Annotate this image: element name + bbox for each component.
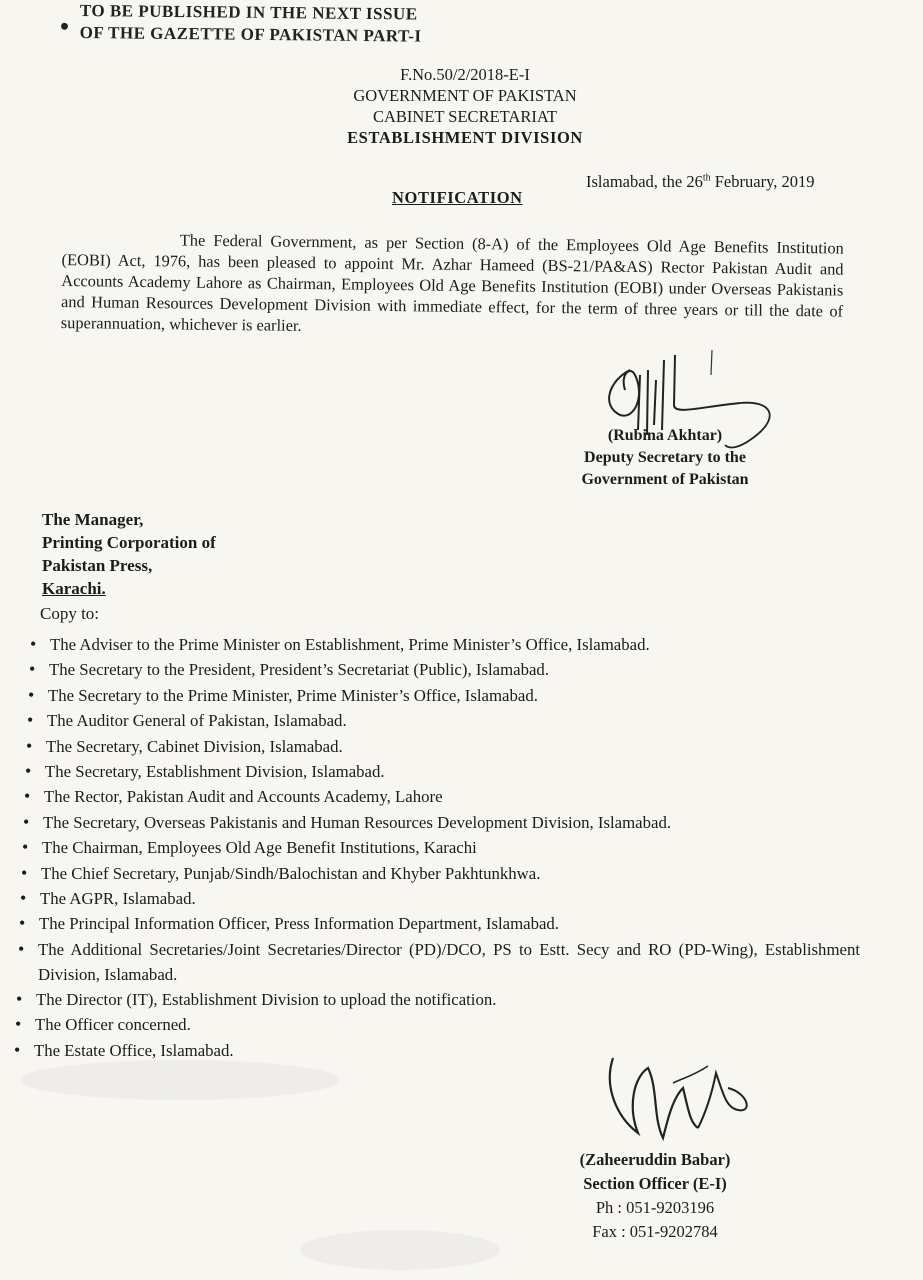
letterhead bbox=[330, 64, 600, 148]
gazette-banner bbox=[59, 0, 422, 48]
division-name: ESTABLISHMENT DIVISION bbox=[347, 128, 583, 147]
list-item: • The Auditor General of Pakistan, Islamabad. bbox=[27, 708, 860, 733]
secretariat-name: CABINET SECRETARIAT bbox=[372, 107, 557, 126]
signatory-1-block bbox=[560, 425, 770, 491]
signatory-2-name: (Zaheeruddin Babar) bbox=[579, 1150, 731, 1169]
issue-date bbox=[586, 172, 815, 192]
banner-line-1: TO BE PUBLISHED IN THE NEXT ISSUE bbox=[79, 0, 418, 24]
body-paragraph: The Federal Government, as per Section (8-A) of the Employees Old Age Benefits Institution (EOBI) Act, 1976, has been pleased to appoint Mr. Azhar Hameed (BS-21/PA&AS) Rector Pakistan Audit and Accounts Academy Lahore as Chairman, Employees Old Age Benefits Institution (EOBI) under Overseas Pakistanis and Human Resources Development Division with immediate effect, for the term of three years or till the date of superannuation, whichever is earlier. bbox=[60, 230, 844, 335]
list-item: • The Estate Office, Islamabad. bbox=[14, 1038, 860, 1063]
date-rest: February, 2019 bbox=[710, 172, 815, 191]
list-item: • The Chief Secretary, Punjab/Sindh/Balochistan and Khyber Pakhtunkhwa. bbox=[21, 861, 860, 886]
list-item: • The Chairman, Employees Old Age Benefit Institutions, Karachi bbox=[22, 835, 860, 860]
file-number: F.No.50/2/2018-E-I bbox=[400, 65, 530, 84]
list-item: • The Secretary to the Prime Minister, Prime Minister’s Office, Islamabad. bbox=[28, 683, 860, 708]
list-item: • The Secretary, Overseas Pakistanis and Human Resources Development Division, Islamabad. bbox=[23, 810, 860, 835]
list-item: • The Officer concerned. bbox=[15, 1012, 860, 1037]
signatory-2-designation: Section Officer (E-I) bbox=[583, 1174, 727, 1193]
addressee-line-3: Pakistan Press, bbox=[42, 556, 153, 575]
list-item: • The Director (IT), Establishment Division to upload the notification. bbox=[16, 987, 860, 1012]
copy-to-label: Copy to: bbox=[40, 604, 100, 623]
list-item: • The Additional Secretaries/Joint Secretaries/Director (PD)/DCO, PS to Estt. Secy and RO (PD-Wing), Establishment Division, Islamabad. bbox=[18, 937, 860, 987]
banner-bullet-icon: ● bbox=[59, 17, 70, 35]
list-item: • The Secretary, Cabinet Division, Islamabad. bbox=[26, 734, 860, 759]
signatory-2-fax: Fax : 051-9202784 bbox=[592, 1222, 718, 1241]
list-item: • The Secretary, Establishment Division, Islamabad. bbox=[25, 759, 860, 784]
addressee-line-2: Printing Corporation of bbox=[42, 533, 216, 552]
addressee-block bbox=[42, 508, 216, 600]
copy-to-list bbox=[30, 632, 860, 1063]
signatory-2-phone: Ph : 051-9203196 bbox=[595, 1198, 715, 1217]
signatory-2-block bbox=[540, 1148, 770, 1244]
list-item: • The Rector, Pakistan Audit and Accounts Academy, Lahore bbox=[24, 784, 860, 809]
list-item: • The Adviser to the Prime Minister on Establishment, Prime Minister’s Office, Islamabad. bbox=[30, 632, 860, 657]
signatory-1-organization: Government of Pakistan bbox=[581, 471, 749, 488]
list-item: • The AGPR, Islamabad. bbox=[20, 886, 860, 911]
government-name: GOVERNMENT OF PAKISTAN bbox=[353, 86, 577, 105]
addressee-city: Karachi. bbox=[42, 579, 106, 598]
date-prefix: Islamabad, the 26 bbox=[586, 172, 703, 191]
list-item: • The Principal Information Officer, Press Information Department, Islamabad. bbox=[19, 911, 860, 936]
signature-2-icon bbox=[598, 1048, 758, 1158]
scan-smudge bbox=[20, 1060, 340, 1100]
scan-smudge bbox=[300, 1230, 500, 1270]
list-item: • The Secretary to the President, President’s Secretariat (Public), Islamabad. bbox=[29, 657, 860, 682]
notification-body bbox=[61, 228, 844, 343]
date-ordinal-suffix: th bbox=[702, 172, 711, 184]
signatory-1-name: (Rubina Akhtar) bbox=[607, 427, 723, 444]
document-title: NOTIFICATION bbox=[392, 188, 523, 207]
signatory-1-designation: Deputy Secretary to the bbox=[584, 449, 746, 466]
banner-line-2: OF THE GAZETTE OF PAKISTAN PART-I bbox=[79, 22, 422, 46]
addressee-line-1: The Manager, bbox=[42, 510, 144, 529]
